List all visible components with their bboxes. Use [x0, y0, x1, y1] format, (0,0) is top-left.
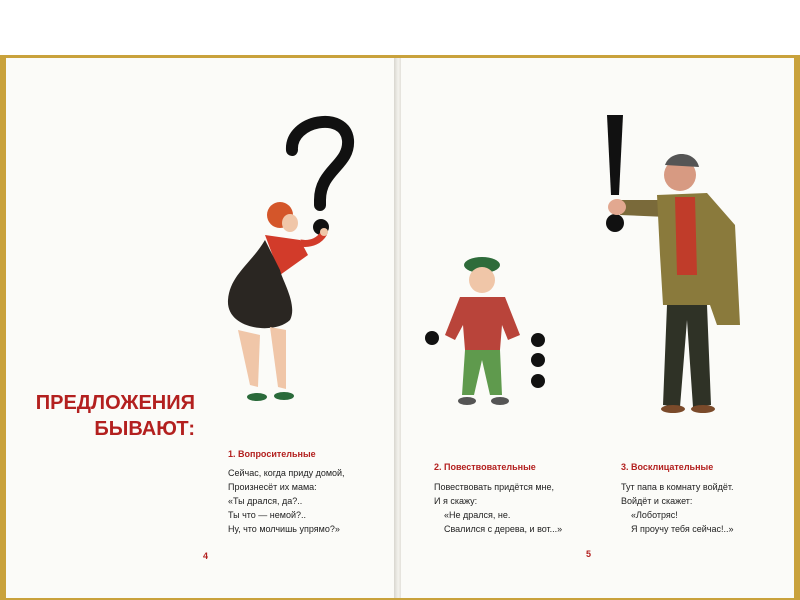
page-number-right: 5 [586, 549, 592, 559]
poem-line: «Не дрался, не. [444, 510, 511, 520]
exclamation-father-illustration [595, 105, 765, 415]
poem-block [228, 466, 345, 536]
heading-line: БЫВАЮТ: [94, 418, 195, 440]
poem-line: Сейчас, когда приду домой, [228, 468, 345, 478]
poem-line: «Лоботряс! [631, 510, 678, 520]
poem-line: Я проучу тебя сейчас!..» [631, 524, 734, 534]
heading-line: ПРЕДЛОЖЕНИЯ [35, 392, 195, 414]
poem-line: И я скажу: [434, 496, 478, 506]
poem-block [621, 480, 733, 536]
poem-line: «Ты дрался, да?.. [228, 496, 303, 506]
poem-line: Войдёт и скажет: [621, 496, 693, 506]
page-heading [30, 390, 195, 442]
poem-line: Повествовать придётся мне, [434, 482, 554, 492]
section-title: 2. Повествовательные [434, 462, 536, 472]
poem-line: Тут папа в комнату войдёт. [621, 482, 734, 492]
poem-line: Произнесёт их мама: [228, 482, 317, 492]
poem-line: Свалился с дерева, и вот...» [444, 524, 563, 534]
poem-line: Ты что — немой?.. [228, 510, 306, 520]
section-title: 1. Вопросительные [228, 449, 316, 459]
poem-block [434, 480, 562, 536]
poem-line: Ну, что молчишь упрямо?» [228, 524, 340, 534]
boy-periods-illustration [420, 255, 550, 415]
page-number-left: 4 [203, 551, 209, 561]
question-woman-illustration [220, 105, 370, 405]
book-gutter [394, 58, 401, 598]
section-title: 3. Восклицательные [621, 462, 714, 472]
